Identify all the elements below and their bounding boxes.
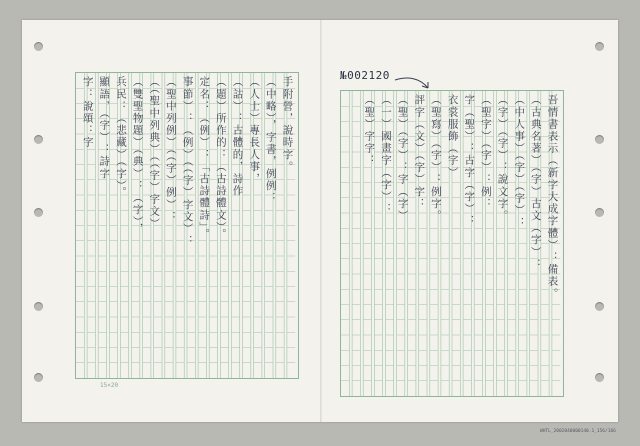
text-column: （中人事）（字）（字）： <box>513 94 526 229</box>
text-column: （詁）：古體的，詩作 <box>231 76 244 197</box>
text-column: （聖中列例）（（字）例）： <box>164 76 177 223</box>
manuscript-sheet <box>22 20 618 434</box>
text-column: （聖字）（字）：例： <box>479 94 492 210</box>
archive-id: WHTL_2002040000140.1_156/166 <box>540 429 616 434</box>
text-column: 顯語，（字）：詩字 <box>98 76 111 180</box>
text-column: （中略），字書，例例： <box>264 76 277 204</box>
arrow-mark-icon <box>392 76 432 96</box>
binder-hole <box>595 373 604 382</box>
text-column: （聖寫）（字）：例字。 <box>429 94 442 222</box>
text-column: （雙聖物題）（典）：（字）， <box>131 76 144 235</box>
binder-hole <box>34 42 43 51</box>
text-column: 衣裳服飾（字） <box>446 94 459 179</box>
text-column: 事節）：（例）（（字）字文）： <box>181 76 194 247</box>
binder-hole <box>595 135 604 144</box>
text-column: 字：說頌：字 <box>81 76 94 149</box>
binder-hole <box>34 208 43 217</box>
text-column: （一）國畫字（字）： <box>380 94 392 215</box>
text-column: （聖）字字： <box>363 94 376 167</box>
binder-hole <box>34 373 43 382</box>
serial-number: №002120 <box>340 69 390 82</box>
binder-hole <box>34 302 43 311</box>
text-column: 兵民：（悲藏）（字）。 <box>115 76 127 199</box>
binder-hole <box>595 42 604 51</box>
binder-hole <box>34 135 43 144</box>
text-column: （聖）（字）：字（字） <box>396 94 409 222</box>
text-column: （題）所作的：（古詩體文）。 <box>214 76 227 241</box>
center-fold <box>320 20 322 422</box>
text-column: （（聖中列典）（（字）字文） <box>148 76 161 230</box>
text-column: 評字（文）（字）字： <box>413 94 426 210</box>
text-column: （人士）專長人事， <box>248 76 261 185</box>
binder-hole <box>595 208 604 217</box>
text-column: 手附營，說時字。 <box>281 76 294 173</box>
text-column: （古典名著）（字）古文（字）： <box>529 94 542 271</box>
text-column: 吾情書表示（新字大成字體）：備表。 <box>546 94 559 300</box>
text-column: 定名：（例）：「古詩體詩」。 <box>198 76 211 241</box>
text-column: 字（聖）：古字（字）： <box>463 94 476 228</box>
text-column: （字）（字）：說文字。 <box>496 94 509 222</box>
binder-hole <box>595 302 604 311</box>
footer-number: 15×20 <box>100 382 119 389</box>
